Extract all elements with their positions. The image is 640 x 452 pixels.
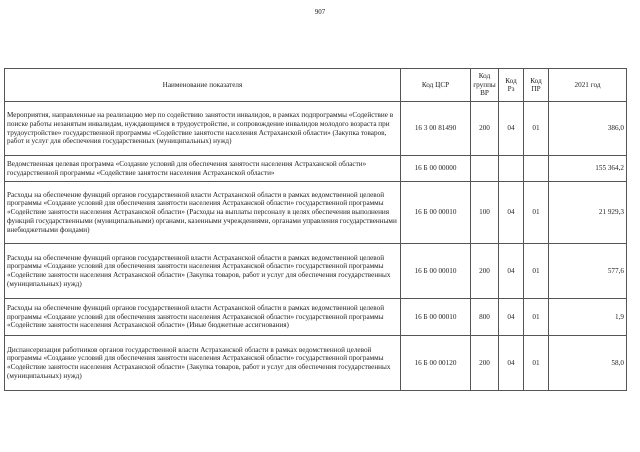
row-vr-code: 200 [471, 244, 499, 299]
row-vr-code: 100 [471, 182, 499, 244]
table-row [5, 299, 627, 336]
table-row [5, 102, 627, 156]
column-header-vr: Код группы ВР [471, 69, 499, 102]
row-amount: 577,6 [549, 244, 627, 299]
column-header-year: 2021 год [549, 69, 627, 102]
row-amount: 58,0 [549, 336, 627, 391]
row-csr-code: 16 Б 00 00010 [401, 182, 471, 244]
budget-table [4, 68, 627, 391]
row-csr-code: 16 Б 00 00010 [401, 299, 471, 336]
row-name: Расходы на обеспечение функций органов государственной власти Астраханской области в рамках ведомственной целевой программы «Создание условий для обеспечения занятости населения Астраханской области» государственной программы «Содействие занятости населения Астраханской области» (Расходы на выплаты персоналу в целях обеспечения выполнения функций государственными (муниципальными) органами, казенными учреждениями, органами управления государственными внебюджетными фондами) [5, 182, 401, 244]
row-amount: 21 929,3 [549, 182, 627, 244]
row-name: Расходы на обеспечение функций органов государственной власти Астраханской области в рамках ведомственной целевой программы «Создание условий для обеспечения занятости населения Астраханской области» государственной программы «Содействие занятости населения Астраханской области» (Иные бюджетные ассигнования) [5, 299, 401, 336]
row-rz-code: 04 [499, 336, 524, 391]
row-vr-code [471, 156, 499, 182]
row-name: Мероприятия, направленные на реализацию мер по содействию занятости инвалидов, в рамках подпрограммы «Содействие в поиске работы незанятым инвалидам, нуждающимся в трудоустройстве, и сопровождение инвалидов молодого возраста при трудоустройстве» государственной программы «Содействие занятости населения Астраханской области» (Закупка товаров, работ и услуг для обеспечения государственных (муниципальных) нужд) [5, 102, 401, 156]
column-header-pr: Код ПР [524, 69, 549, 102]
row-csr-code: 16 Б 00 00120 [401, 336, 471, 391]
row-vr-code: 200 [471, 336, 499, 391]
row-csr-code: 16 Б 00 00000 [401, 156, 471, 182]
row-rz-code: 04 [499, 182, 524, 244]
row-vr-code: 800 [471, 299, 499, 336]
row-rz-code [499, 156, 524, 182]
column-header-rz: Код Рз [499, 69, 524, 102]
table-row [5, 244, 627, 299]
row-pr-code [524, 156, 549, 182]
row-pr-code: 01 [524, 182, 549, 244]
column-header-csr: Код ЦСР [401, 69, 471, 102]
row-csr-code: 16 3 00 81490 [401, 102, 471, 156]
table-row [5, 336, 627, 391]
table-row [5, 156, 627, 182]
page-number: 907 [314, 8, 326, 16]
row-pr-code: 01 [524, 102, 549, 156]
row-rz-code: 04 [499, 102, 524, 156]
row-amount: 1,9 [549, 299, 627, 336]
row-name: Диспансеризация работников органов государственной власти Астраханской области в рамках ведомственной целевой программы «Создание условий для обеспечения занятости населения Астраханской области» государственной программы «Содействие занятости населения Астраханской области» (Закупка товаров, работ и услуг для обеспечения государственных (муниципальных) нужд) [5, 336, 401, 391]
row-rz-code: 04 [499, 244, 524, 299]
row-amount: 386,0 [549, 102, 627, 156]
row-amount: 155 364,2 [549, 156, 627, 182]
table-row [5, 182, 627, 244]
row-csr-code: 16 Б 00 00010 [401, 244, 471, 299]
row-vr-code: 200 [471, 102, 499, 156]
row-pr-code: 01 [524, 244, 549, 299]
row-name: Расходы на обеспечение функций органов государственной власти Астраханской области в рамках ведомственной целевой программы «Создание условий для обеспечения занятости населения Астраханской области» государственной программы «Содействие занятости населения Астраханской области» (Закупка товаров, работ и услуг для обеспечения государственных (муниципальных) нужд) [5, 244, 401, 299]
row-pr-code: 01 [524, 299, 549, 336]
row-name: Ведомственная целевая программа «Создание условий для обеспечения занятости населения Астраханской области» государственной программы «Содействие занятости населения Астраханской области» [5, 156, 401, 182]
row-pr-code: 01 [524, 336, 549, 391]
table-header-row [5, 69, 627, 102]
column-header-name: Наименование показателя [5, 69, 401, 102]
row-rz-code: 04 [499, 299, 524, 336]
